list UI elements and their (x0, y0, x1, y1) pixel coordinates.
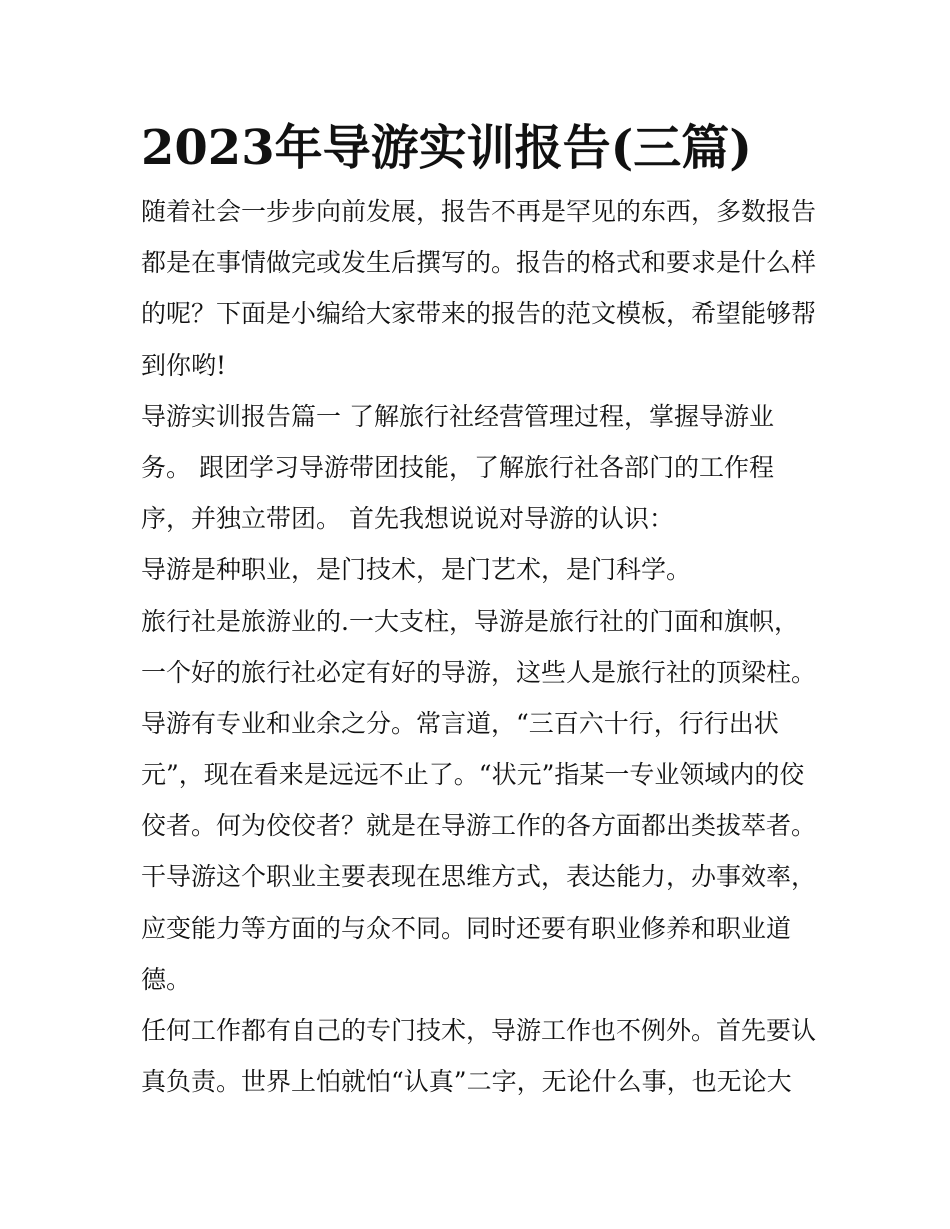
paragraph (141, 544, 813, 595)
text-line: 干导游这个职业主要表现在思维方式，表达能力，办事效率， (141, 862, 817, 892)
text-line: 导游是种职业，是门技术，是门艺术，是门科学。 (141, 555, 692, 585)
document-title: 2023年导游实训报告(三篇) (141, 120, 753, 176)
text-line: 元”，现在看来是远远不止了。“状元”指某一专业领域内的佼 (141, 760, 805, 790)
text-line: 序，并独立带团。 首先我想说说对导游的认识： (141, 504, 674, 534)
text-line: 导游实训报告篇一 了解旅行社经营管理过程，掌握导游业 (141, 401, 774, 431)
document-page (141, 112, 817, 1107)
paragraph (141, 698, 817, 1005)
paragraph (141, 1005, 817, 1107)
text-line: 的呢？下面是小编给大家带来的报告的范文模板，希望能够帮 (141, 299, 817, 329)
text-line: 佼者。何为佼佼者？就是在导游工作的各方面都出类拔萃者。 (141, 811, 817, 841)
text-line: 务。 跟团学习导游带团技能，了解旅行社各部门的工作程 (141, 452, 774, 482)
text-line: 一个好的旅行社必定有好的导游，这些人是旅行社的顶梁柱。 (141, 657, 817, 687)
paragraph (141, 596, 817, 698)
text-line: 导游有专业和业余之分。常言道，“三百六十行，行行出状 (141, 708, 779, 738)
text-line: 随着社会一步步向前发展，报告不再是罕见的东西，多数报告 (141, 197, 817, 226)
text-line: 德。 (141, 964, 192, 994)
text-line: 旅行社是旅游业的.一大支柱，导游是旅行社的门面和旗帜， (141, 606, 799, 636)
text-line: 到你哟! (141, 350, 227, 380)
paragraph (141, 391, 813, 545)
text-line: 真负责。世界上怕就怕“认真”二字，无论什么事，也无论大 (141, 1067, 792, 1097)
text-line: 任何工作都有自己的专门技术，导游工作也不例外。首先要认 (141, 1016, 817, 1045)
text-line: 应变能力等方面的与众不同。同时还要有职业修养和职业道 (141, 913, 792, 943)
document-body (141, 186, 817, 1107)
text-line: 都是在事情做完或发生后撰写的。报告的格式和要求是什么样 (141, 248, 817, 278)
paragraph (141, 186, 817, 391)
